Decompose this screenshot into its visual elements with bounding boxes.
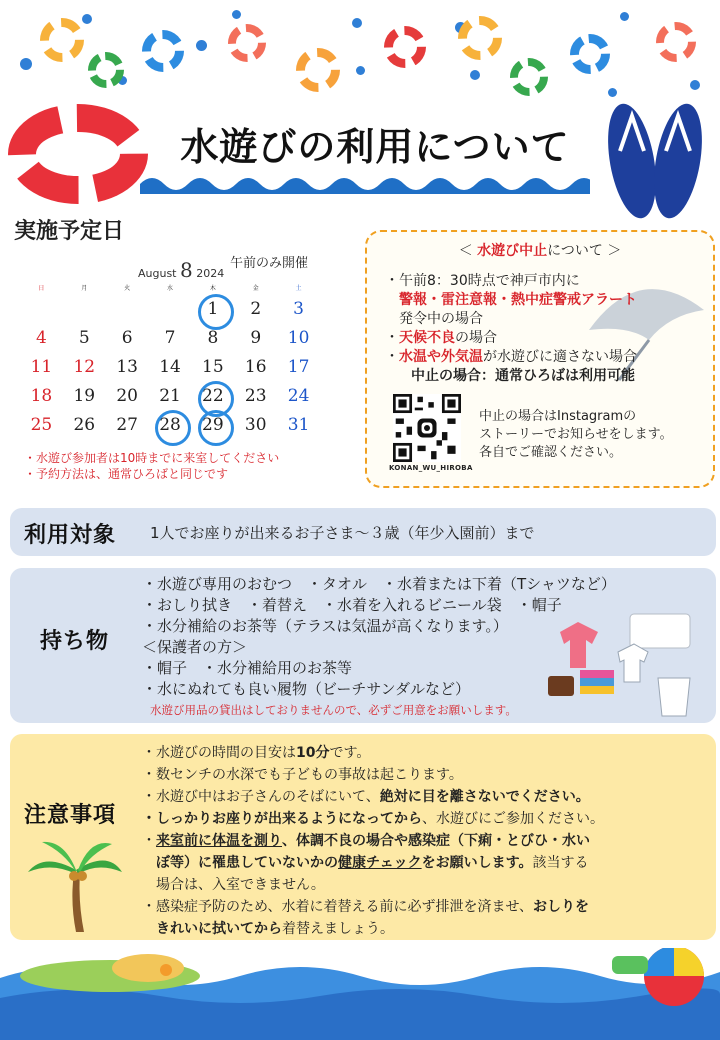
calendar-day: 5 [78,328,90,348]
list-item: ・水にぬれても良い履物（ビーチサンダルなど） [142,680,471,698]
palm-tree-icon [24,832,124,932]
list-item: ＜保護者の方＞ [142,638,248,656]
calendar-day: 30 [244,415,267,435]
calendar-day: 22 [191,385,234,414]
belongings-note: 水遊び用品の貸出はしておりませんので、必ずご用意をお願いします。 [150,703,517,717]
calendar-day: 8 [207,328,219,348]
calendar-day: 13 [116,357,138,377]
calendar-day: 18 [30,386,53,406]
calendar-session-note: 午前のみ開催 [230,256,309,271]
belongings-section [10,568,716,723]
calendar-week [20,327,320,356]
belongings-label: 持ち物 [40,629,110,654]
wave-decoration [140,172,590,194]
list-item: ・水遊び中はお子さんのそばにいて、絶対に目を離さないでください。 [142,789,590,805]
calendar-week [20,298,320,327]
clothes-illustration [540,608,700,718]
list-item: きれいに拭いてから着替えましょう。 [156,921,394,937]
weekday-label: 土 [295,285,302,292]
cautions-section [10,734,716,940]
calendar-day: 17 [287,357,310,377]
float-ring-icon [510,58,548,96]
calendar-notes [24,450,279,482]
float-ring-icon [656,22,696,62]
calendar-day: 23 [244,386,267,406]
list-item: ・帽子 ・水分補給用のお茶等 [142,659,353,677]
calendar-day: 19 [73,386,96,406]
instagram-qr-code[interactable] [393,394,461,462]
float-ring-icon [40,18,84,62]
calendar-day: 3 [293,299,304,319]
calendar-day: 2 [250,299,262,319]
list-item: ・数センチの水深でも子どもの事故は起こります。 [142,767,463,783]
calendar-empty-cell [20,298,63,327]
calendar-grid [20,284,320,443]
target-text: 1人でお座りが出来るお子さま～３歳（年少入園前）まで [150,524,535,542]
calendar-week [20,414,320,443]
calendar-day: 15 [202,357,224,377]
calendar-day: 9 [250,328,262,348]
calendar-day: 29 [191,414,234,443]
calendar-day: 20 [116,386,138,406]
calendar-day: 25 [30,415,53,435]
calendar-note: ・予約方法は、通常ひろばと同じです [24,467,229,481]
weekday-label: 水 [167,285,174,292]
float-ring-icon [228,24,266,62]
calendar-heading: 実施予定日 [14,219,125,244]
list-item: ・水遊びの時間の目安は10分です。 [142,745,371,761]
calendar-day: 31 [287,415,310,435]
list-item: ・水遊び専用のおむつ ・タオル ・水着または下着（Tシャツなど） [142,575,616,593]
weekday-label: 日 [38,285,45,292]
calendar-day: 12 [73,357,96,377]
weekday-label: 火 [124,285,131,292]
calendar-day: 24 [287,386,310,406]
calendar-day: 7 [164,328,176,348]
calendar-note: ・水遊び参加者は10時までに来室してください [24,451,280,465]
list-item: ・おしり拭き ・着替え ・水着を入れるビニール袋 ・帽子 [142,596,562,614]
weekday-label: 木 [209,285,216,292]
target-label: 利用対象 [24,523,117,548]
calendar-day: 28 [149,414,192,443]
calendar-day: 1 [191,298,234,327]
cautions-label: 注意事項 [24,803,117,828]
calendar-day: 11 [30,357,53,377]
weekday-label: 金 [252,285,259,292]
list-item: ・感染症予防のため、水着に着替える前に必ず排泄を済ませ、おしりを [142,899,590,915]
calendar-day: 26 [73,415,96,435]
float-ring-icon [296,48,340,92]
float-ring-icon [570,34,610,74]
calendar-empty-cell [149,298,192,327]
list-item: ・来室前に体温を測り、体調不良の場合や感染症（下痢・とびひ・水い [142,833,590,849]
calendar-day: 21 [159,386,181,406]
float-ring-icon [142,30,184,72]
float-ring-icon [384,26,426,68]
sandals-icon [600,96,710,226]
calendar-month: August 8 2024 [138,258,225,282]
suspension-title: ＜ 水遊び中止について ＞ [458,243,622,259]
weekday-label: 月 [81,285,88,292]
calendar-day: 27 [116,415,138,435]
calendar-day: 4 [36,328,47,348]
calendar-day: 10 [287,328,310,348]
suspension-conditions: ・午前8：30時点で神戸市内に 警報・雷注意報・熱中症警戒アラート 発令中の場合 ・天候不良の場合 ・水温や外気温が水遊びに適さない場合 中止の場合：通常ひろばは利用可能 [385,273,637,384]
calendar-day: 16 [244,357,267,377]
qr-caption: KONAN_WU_HIROBA [389,464,473,472]
calendar-empty-cell [106,298,149,327]
instagram-notice: 中止の場合はInstagramの ストーリーでお知らせをします。 各自でご確認ください。 [479,409,673,460]
page-title: 水遊びの利用について [180,125,570,169]
large-float-ring-icon [8,104,148,204]
sea-illustration [0,948,720,1040]
calendar-empty-cell [63,298,106,327]
calendar-week [20,356,320,385]
calendar-day: 14 [159,357,181,377]
list-item: ・水分補給のお茶等（テラスは気温が高くなります。） [142,617,508,635]
list-item: ・しっかりお座りが出来るようになってから、水遊びにご参加ください。 [142,811,604,827]
target-section [10,508,716,556]
list-item: 場合は、入室できません。 [156,877,325,893]
suspension-box [365,230,715,488]
list-item: ぼ等）に罹患していないかの健康チェックをお願いします。該当する [156,855,589,871]
float-ring-icon [458,16,502,60]
float-ring-icon [88,52,124,88]
calendar-day: 6 [121,328,133,348]
cautions-list [142,742,702,940]
